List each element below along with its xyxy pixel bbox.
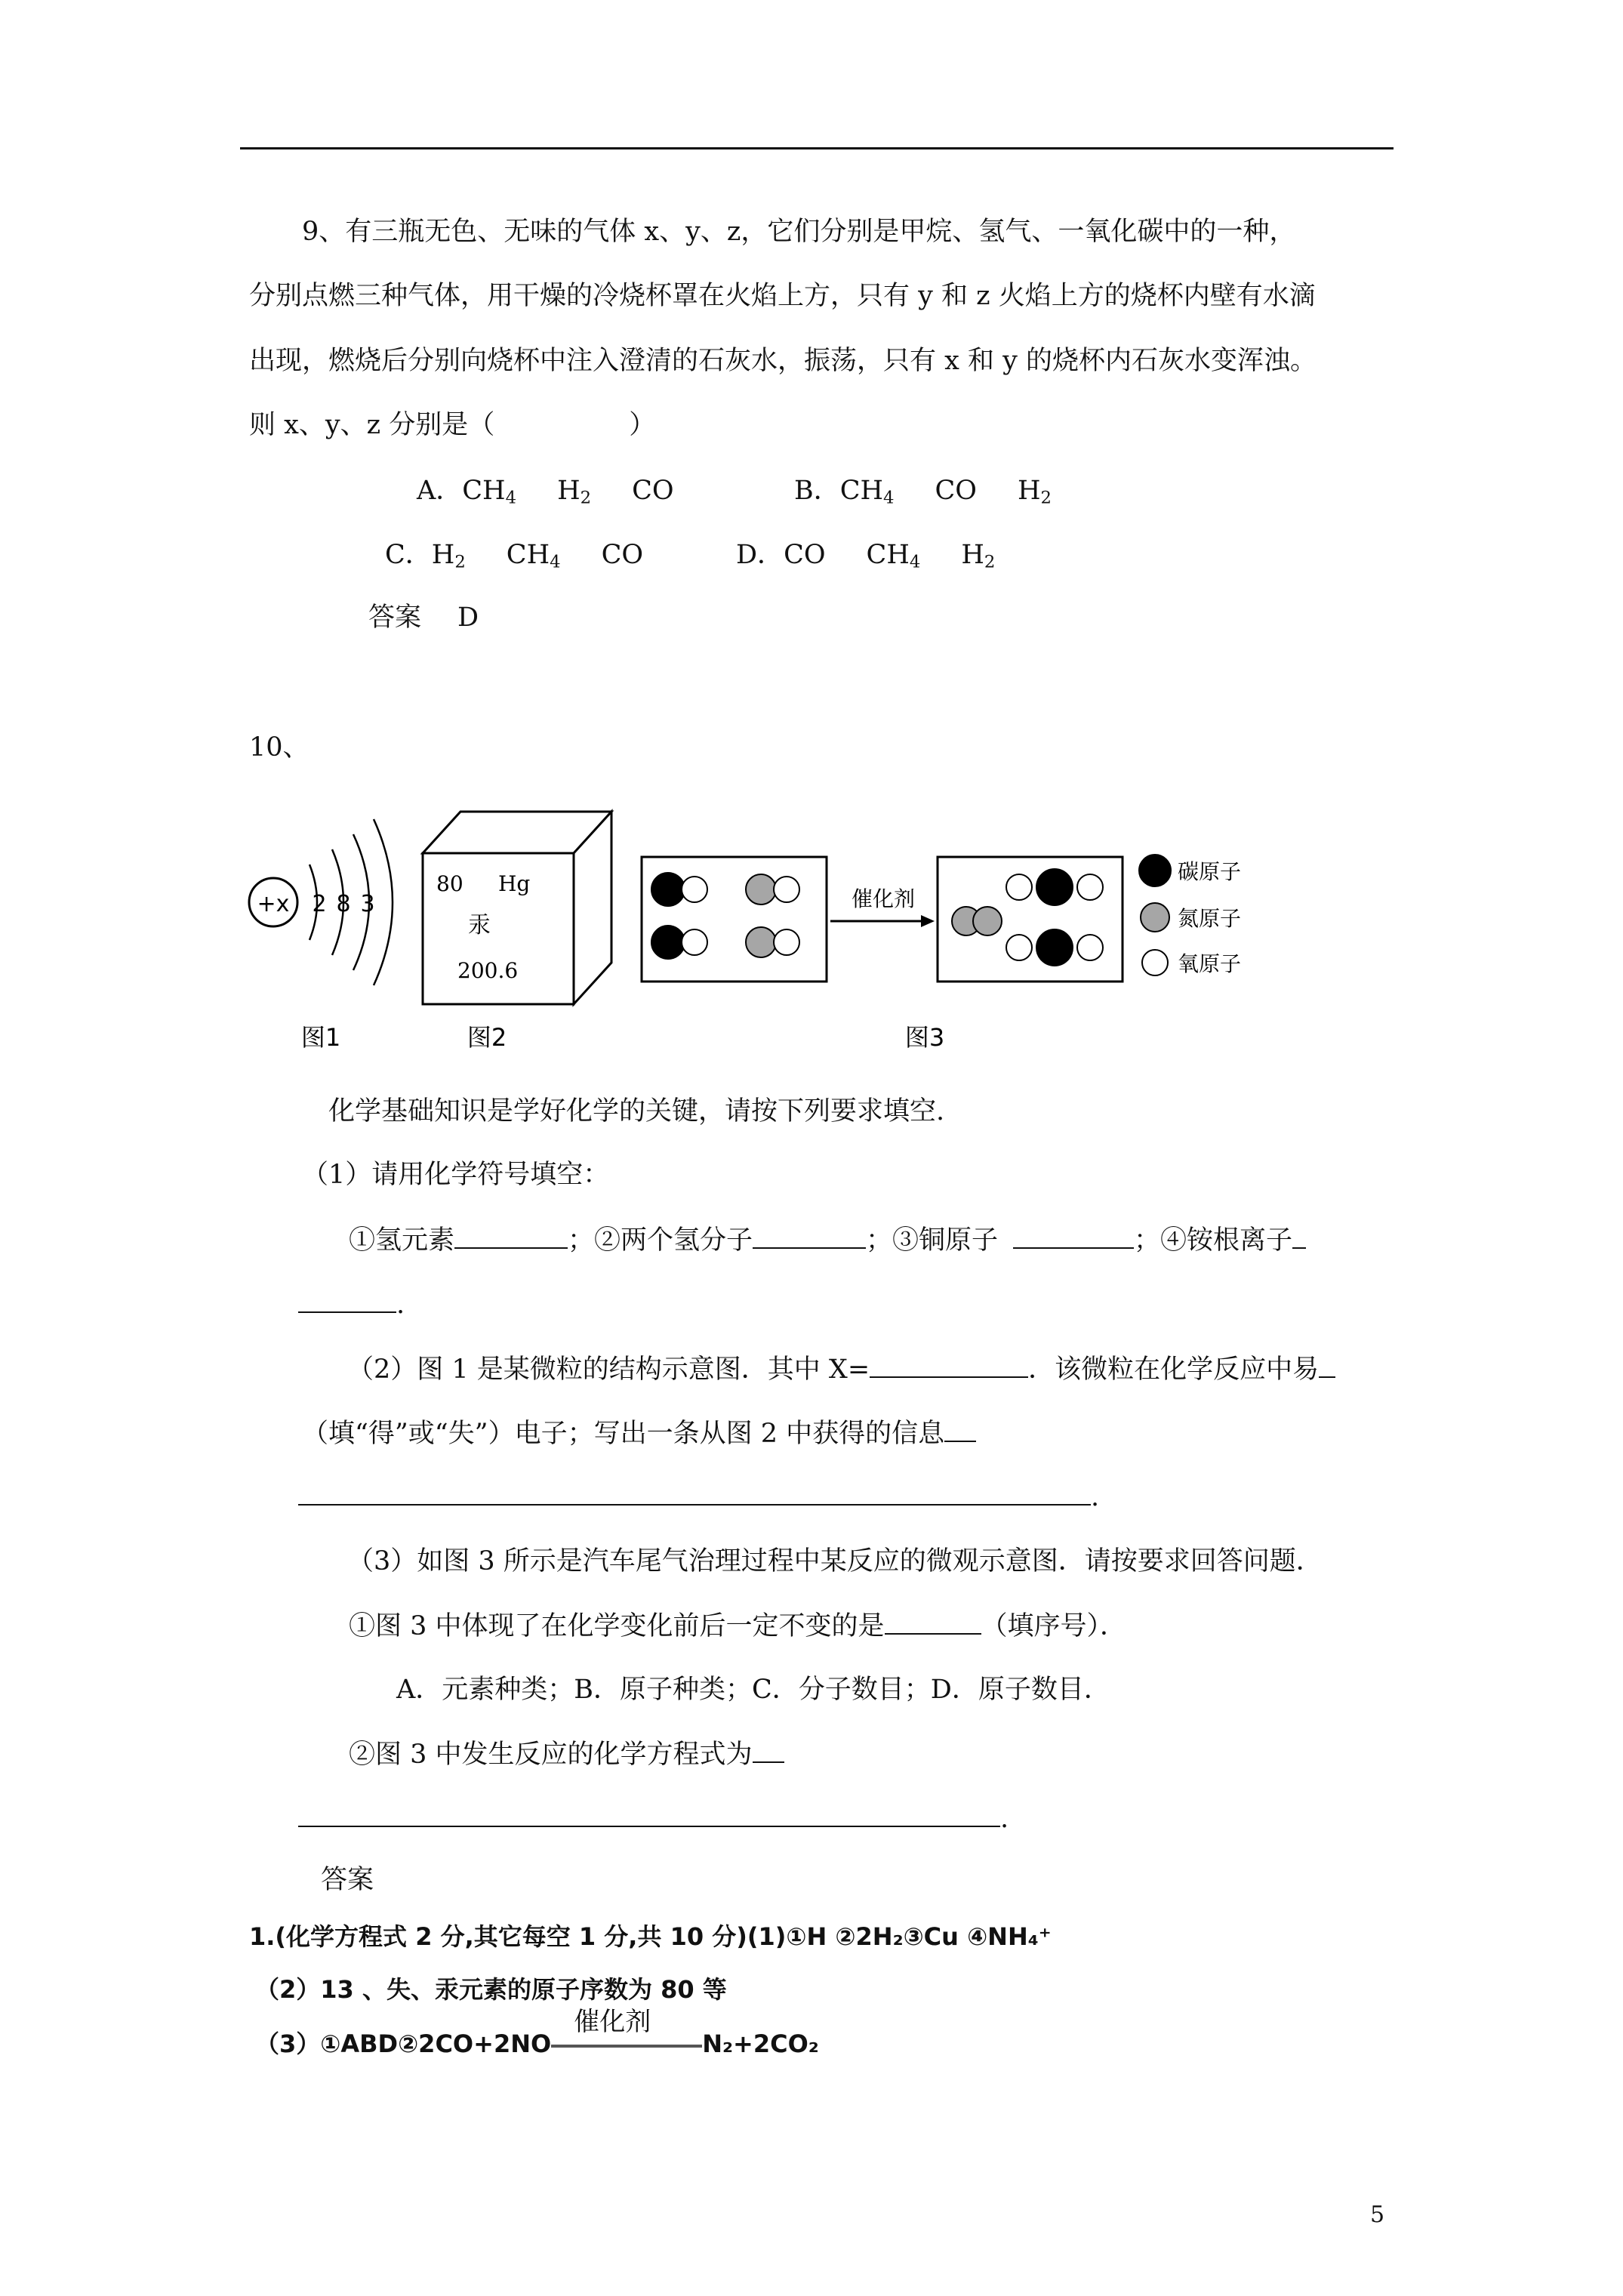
q9-option-c: C．$H_2$ $CH_4$ CO [385,540,644,572]
element-symbol: Hg [498,871,531,896]
oxygen-atom [682,877,707,902]
legend-nitrogen-label: 氮原子 [1178,906,1242,931]
q10-part3-options: A．元素种类；B．原子种类；C．分子数目；D．原子数目． [396,1675,1110,1705]
q10-part1-items: ①氢元素 ；②两个氢分子 ；③铜原子 ；④铵根离子 [349,1225,1306,1256]
q10-figures [242,793,1283,1065]
answer-blank[interactable] [885,1610,981,1635]
legend-carbon-swatch [1139,855,1171,886]
answer-blank[interactable] [454,1225,568,1249]
q10-part1-title: （1）请用化学符号填空： [302,1160,610,1190]
element-mass: 200.6 [457,958,519,983]
legend-nitrogen-swatch [1141,903,1169,932]
header-rule [240,147,1394,149]
nitrogen-atom [973,907,1002,935]
answer-blank[interactable] [753,1739,784,1763]
fig1-caption: 图1 [300,1023,341,1052]
carbon-atom [1036,929,1073,966]
oxygen-atom [1006,874,1032,900]
fig1-atom-diagram [249,819,393,1052]
answer-blank[interactable] [753,1225,866,1249]
answer-blank[interactable] [1013,1225,1134,1249]
q10-part3-q2: ②图 3 中发生反应的化学方程式为 [349,1739,784,1770]
q10-part3-q1: ①图 3 中体现了在化学变化前后一定不变的是 （填序号）． [349,1611,1127,1641]
q10-part1-end: . [298,1289,405,1320]
q10-part3-intro: （3）如图 3 所示是汽车尾气治理过程中某反应的微观示意图．请按要求回答问题． [347,1546,1323,1576]
oxygen-atom [1077,874,1103,900]
catalyst-arrow [551,2007,702,2057]
shell-3-count: 3 [360,891,375,917]
q10-number: 10、 [249,732,310,763]
q10-part3-end: . [298,1803,1009,1834]
fig2-element-cube [423,812,611,1052]
q9-option-b: B．$CH_4$ CO $H_2$ [794,476,1052,508]
legend-oxygen-swatch [1142,950,1168,975]
answer-blank[interactable] [1319,1354,1335,1378]
carbon-atom [1036,869,1073,905]
carbon-atom [651,926,685,959]
fig3-caption: 图3 [904,1023,945,1052]
oxygen-atom [682,929,707,955]
reaction-arrow-head [921,915,935,927]
shell-arc-4 [374,819,393,985]
q9-line4: 则 x、y、z 分别是（ ） [249,410,656,440]
carbon-atom [651,873,685,906]
q10-answer-label: 答案 [321,1865,374,1895]
q10-part2-line1: （2）图 1 是某微粒的结构示意图．其中 X= ．该微粒在化学反应中易 [347,1354,1335,1385]
answer-blank[interactable] [298,1289,396,1313]
catalyst-arrow-label: 催化剂 [574,2007,651,2037]
shell-2-count: 8 [336,891,351,917]
q9-option-d: D．CO $CH_4$ $H_2$ [736,540,996,572]
q9-answer: 答案 D [368,603,479,633]
answer-blank[interactable] [298,1803,1000,1827]
q9-line3: 出现，燃烧后分别向烧杯中注入澄清的石灰水，振荡，只有 x 和 y 的烧杯内石灰水变浑浊。 [249,346,1317,376]
element-number: 80 [436,871,463,896]
oxygen-atom [1006,935,1032,960]
oxygen-atom [1077,935,1103,960]
fig2-caption: 图2 [467,1023,507,1052]
catalyst-label: 催化剂 [851,886,916,911]
oxygen-atom [774,877,799,902]
q10-answer-line3: （3）①ABD②2CO+2NO 催化剂 N₂+2CO₂ [255,2025,819,2060]
answer-blank[interactable] [1292,1225,1306,1249]
q9-option-a: A．$CH_4$ $H_2$ CO [417,476,674,508]
answer-blank[interactable] [298,1481,1091,1505]
answer-blank[interactable] [944,1418,976,1442]
shell-1-count: 2 [312,891,327,917]
fig3-reaction-diagram [642,855,1241,1052]
q9-line2: 分别点燃三种气体，用干燥的冷烧杯罩在火焰上方，只有 y 和 z 火焰上方的烧杯内壁有水滴 [249,281,1316,311]
q9-line1: 9、有三瓶无色、无味的气体 x、y、z，它们分别是甲烷、氢气、一氧化碳中的一种， [302,217,1296,247]
nitrogen-atom [746,874,776,905]
q10-intro: 化学基础知识是学好化学的关键，请按下列要求填空. [328,1096,945,1126]
legend-carbon-label: 碳原子 [1178,859,1242,884]
nitrogen-atom [746,927,776,957]
q10-part2-line2: （填“得”或“失”）电子；写出一条从图 2 中获得的信息 [302,1418,976,1449]
oxygen-atom [774,929,799,955]
legend-oxygen-label: 氧原子 [1178,951,1242,976]
answer-blank[interactable] [870,1354,1028,1378]
nucleus-label: +x [257,891,290,917]
q10-answer-line1: 1.(化学方程式 2 分,其它每空 1 分,共 10 分)(1)①H ②2H₂③Cu ④NH₄⁺ [249,1922,1052,1951]
page-number: 5 [1370,2202,1385,2228]
q10-answer-line2: （2）13 、失、汞元素的原子序数为 80 等 [255,1975,727,2004]
q10-part2-line3: . [298,1481,1099,1512]
element-name: 汞 [468,912,491,938]
